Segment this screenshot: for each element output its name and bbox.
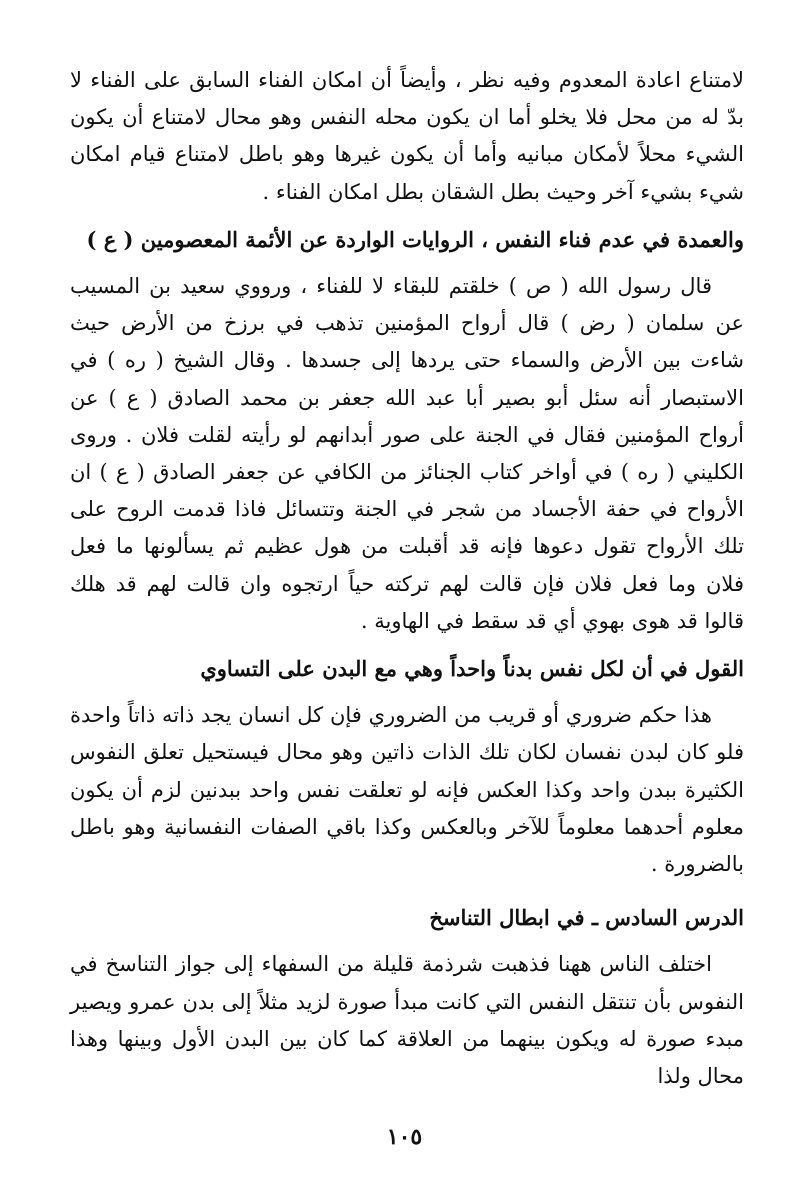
spacer xyxy=(70,687,744,697)
section-heading-souls-permanence: والعمدة في عدم فناء النفس ، الروايات الواردة عن الأئمة المعصومين ( ع ) xyxy=(86,226,744,252)
paragraph-transmigration: اختلف الناس ههنا فذهبت شرذمة قليلة من السفهاء إلى جواز التناسخ في النفوس بأن تنتقل النفس التي كانت مبدأ صورة لزيد مثلاً إلى بدن عمرو ويصير مبدء صورة له ويكون بينهما من العلاقة كما كان بين البدن الأول وبينها وهذا محال ولذا xyxy=(70,952,744,1089)
paragraph-narrations: قال رسول الله ( ص ) خلقتم للبقاء لا للفناء ، ورووي سعيد بن المسيب عن سلمان ( رض ) قال أرواح المؤمنين تذهب في برزخ من الأرض حيث شاءت بين الأرض والسماء حتى يردها إلى جسدها . وقال الشيخ ( ره ) في الاستبصار أنه سئل أبو بصير أبا عبد الله جعفر بن محمد الصادق ( ع ) عن أرواح المؤمنين فقال في الجنة على صور أبدانهم لو رأيته لقلت فلان . وروى الكليني ( ره ) في أواخر كتاب الجنائز من الكافي عن جعفر الصادق ( ع ) ان الأرواح في حفة الأجساد من شجر في الجنة وتتسائل فاذا قدمت الروح على تلك الأرواح تقول دعوها فإنه قد أقبلت من هول عظيم ثم يسألونها ما فعل فلان وما فعل فلان فإن قالت لهم تركته حياً ارتجوه وان قالت لهم قد هلك قالوا قد هوى بهوي أي قد سقط في الهاوية . xyxy=(70,274,744,633)
page-number: ١٠٥ xyxy=(386,1124,423,1150)
spacer xyxy=(70,936,744,946)
spacer xyxy=(70,258,744,268)
paragraph-one-soul-one-body: هذا حكم ضروري أو قريب من الضروري فإن كل انسان يجد ذاته ذاتاً واحدة فلو كان لبدن نفسان لكان تلك الذات ذاتين وهو محال فيستحيل تعلق النفوس الكثيرة ببدن واحد وكذا العكس فإنه لو تعلقت نفس واحد ببدنين لزم أن يكون معلوم أحدهما معلوماً للآخر وبالعكس وكذا باقي الصفات النفسانية وهو باطل بالضرورة . xyxy=(70,703,744,877)
spacer xyxy=(70,640,744,650)
lesson-heading-transmigration: الدرس السادس ـ في ابطال التناسخ xyxy=(429,905,744,931)
opening-paragraph: لامتناع اعادة المعدوم وفيه نظر ، وأيضاً أن امكان الفناء السابق على الفناء لا بدّ له من محل فلا يخلو أما ان يكون محله النفس وهو محال لامتناع أن يكون الشيء محلاً لأمكان مبانيه وأما أن يكون غيرها وهو باطل لامتناع قيام امكان شيء بشيء آخر وحيث بطل الشقان بطل امكان الفناء . xyxy=(70,68,744,204)
page-body xyxy=(70,62,744,1095)
spacer xyxy=(70,211,744,221)
section-heading-one-soul-one-body: القول في أن لكل نفس بدناً واحداً وهي مع البدن على التساوي xyxy=(200,656,744,682)
spacer xyxy=(70,883,744,899)
